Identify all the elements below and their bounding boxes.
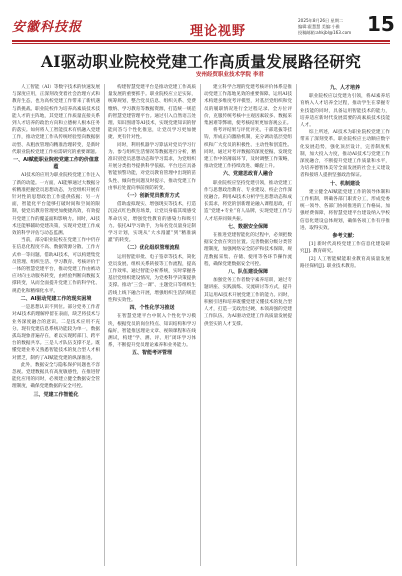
paragraph: 建立健全AI赋能党建工作的领导体制和工作机制，明确各部门职责分工，形成党委统一领导、各部门协同推进的工作格局。加强经费保障，将智慧党建平台建设纳入学校信息化建设总体规划，确保各项工作有序推进、取得实效。 (300, 189, 390, 231)
masthead: 安徽科技报 (12, 20, 83, 35)
paragraph: 此外，数据安全与隐私保护问题也不容忽视。党建数据具有高度敏感性，在推进智能化应用的同时，必须建立健全数据安全管理制度，确保党建数据的安全可控。 (12, 362, 100, 390)
article-column-3 (204, 84, 292, 568)
paragraph: 建立科学合理的党建考核评价体系是推动党建工作落地见效的重要保障。运用AI技术构建多维度考评模型，对基层党组织和党员的履职情况进行全过程记录、全方位评价，克服传统考核中主观因素较多、数据采集困难等弊端，使考核结果更加客观公正。 (204, 85, 292, 127)
section-heading: 参考文献： (332, 233, 358, 240)
paragraph: 在智慧党建平台中嵌入个性化学习模块，根据党员的岗位特点、知识结构和学习偏好，智能推送理论文章、视频课程和在线测试，构建“学、测、评、用”闭环学习体系，不断提升党员理论素养和业务能力。 (108, 314, 196, 349)
article-headline: AI驱动职业院校党建工作高质量发展路径研究 (40, 52, 362, 71)
article-column-1 (12, 84, 100, 568)
article-byline: 安州经贸职业技术学院 李君 (196, 72, 264, 78)
paragraph: 当前，部分职业院校在党建工作中仍存在信息化程度不高、数据资源分散、工作方式单一等问题。借助AI技术，可以构建集党员管理、组织生活、学习教育、考核评价于一体的智慧党建平台，推动党建工作由被动应对向主动服务转变，由经验判断向数据支撑转变，从而全面提升党建工作的科学化、规范化和精细化水平。 (12, 238, 100, 294)
column-divider (296, 84, 297, 566)
paragraph: 人工智能（AI）等数字技术的快速发展与深度应用，正深刻改变着社会治理方式和教育生态，也为高校党建工作带来了新机遇与新挑战。职业院校作为培养高素质技术技能人才的主阵地，其党建工作质量直接关系到人才培养的政治方向和立德树人根本任务的落实。如何将人工智能技术有机融入党建工作，推动党建工作从传统经验型向数据驱动型、从粗放管理向精准治理转变，是新时代职业院校党建工作亟需研究的重要课题。 (12, 85, 100, 155)
paragraph: 一是思想认识不到位。部分党务工作者对AI技术的理解停留在表面，缺乏将技术与业务深度融合的意识。二是技术应用不充分。现有党建信息系统功能较为单一，数据孤岛现象普遍存在，难以实现跨部门、跨平台的数据共享。三是人才队伍支撑不足。既懂党建业务又熟悉智能技术的复合型人才相对匮乏，制约了AI赋能党建的纵深推进。 (12, 305, 100, 361)
issue-meta (298, 18, 360, 36)
paragraph: 职业院校应以党建为引领，将AI素养培育纳入人才培养全过程，推动学生在掌握专业技能的同时，具备运用智能技术的能力，培养适应新时代发展需要的高素质技术技能人才。 (300, 94, 390, 129)
issue-date: 2025年8月26日 星期二 (298, 18, 344, 23)
section-heading: 四、个性化学习推送 (129, 305, 175, 312)
paragraph: AI技术的应用为职业院校党建工作注入了新的动能。一方面，AI能够通过大数据分析精准把握党员思想动态，为党组织开展有针对性的思想政治工作提供依据；另一方面，智能化平台能够打破时间和空间的限制，使党员教育管理更加便捷高效，有效提升党建工作的覆盖面和影响力。同时，AI技术还能够辅助党建决策，实现对党建工作成效的科学评估与动态监测。 (12, 173, 100, 237)
section-heading: 六、党建思政育人融合 (222, 171, 273, 178)
section-heading: 五、智能考评管理 (131, 350, 172, 357)
section-heading: 七、数据安全保障 (227, 223, 268, 230)
section-heading: 一、AI赋能职业院校党建工作的价值意蕴 (13, 157, 99, 171)
paragraph: 构建智慧党建平台是推动党建工作高质量发展的重要抓手。职业院校应立足实际，统筹规划，整合党员信息、组织关系、党费缴纳、学习教育等数据资源，打造统一规范的智慧党建管理平台。通过引入自然语言处理、知识图谱等AI技术，实现党建知识的智能问答与个性化推送，让党员学习更加便捷、更有针对性。 (108, 85, 196, 141)
paragraph: 同时，利用机器学习算法对党员学习行为、参与组织生活情况等数据进行分析，精准识别党员思想动态和学习需求，为党组织开展分类指导提供科学依据。平台还应具备智能预警功能，对党员教育管理中出现的苗头性、倾向性问题及时提示，推动党建工作由事后处置向事前预防转变。 (108, 142, 196, 191)
paragraph: 综上所述，AI技术为职业院校党建工作带来了深刻变革。职业院校应主动顺应数字化发展趋势，强化顶层设计，完善制度机制，加大投入力度，推动AI技术与党建工作深度融合，不断提升党建工作质量和水平，为培养德智体美劳全面发展的社会主义建设者和接班人提供坚强政治保证。 (300, 130, 390, 179)
paragraph: 将考评结果与评优评先、干部选拔等挂钩，形成正向激励机制，充分调动基层党组织和广大党员的积极性、主动性和创造性。同时，通过对考评数据的深度挖掘，发现党建工作中的薄弱环节，及时调整工作策略，推动党建工作持续改进、螺旋上升。 (204, 128, 292, 170)
section-heading: （一）创新党员教育方式 (124, 193, 180, 200)
issue-editors: 编辑:霍慧慧 美编:小雅 (298, 24, 340, 29)
column-divider (200, 84, 201, 566)
paragraph: [2] 人工智能赋能职业教育高质量发展路径探析[J]. 职业技术教育。 (300, 256, 390, 269)
article-column-2 (108, 84, 196, 568)
paragraph: [1] 新时代高校党建工作信息化建设研究[J]. 教育研究。 (300, 242, 390, 255)
section-title: 理论视野 (190, 24, 247, 39)
section-heading: 八、队伍建设保障 (227, 269, 268, 276)
page-header (12, 8, 395, 40)
paragraph: 运用智能审批、电子签章等技术，简化党员发展、组织关系转接等工作流程，提高工作效率。通过智能分析系统，实时掌握各基层党组织建设情况，为党委科学决策提供支撑。推动“三会一课”、主题党日等组织生活线上线下融合开展，增强组织生活的规范性和实效性。 (108, 254, 196, 303)
section-heading: 十、机制建设 (329, 180, 360, 187)
issue-email: 投稿邮箱:ahkjbl@163.com (298, 30, 352, 35)
column-divider (104, 84, 105, 566)
section-heading: （二）优化组织管理流程 (124, 245, 180, 252)
page-number: 15 (367, 12, 395, 36)
article-column-4 (300, 84, 390, 568)
section-heading: 二、AI驱动党建工作的现实困境 (20, 295, 92, 302)
paragraph: 加强党务工作者数字素养培训，通过专题讲座、实践演练、交流研讨等方式，提升其运用AI技术开展党建工作的能力。同时，积极引进和培养既懂党建又懂技术的复合型人才，打造一支政治过硬、本领高强的党建工作队伍，为AI驱动党建工作高质量发展提供坚实的人才支撑。 (204, 278, 292, 327)
paragraph: 职业院校应坚持党建引领，推动党建工作与思想政治教育、专业建设、校企合作深度融合。利用AI技术分析学生思想动态和成长需求，将党的创新理论融入课程思政，打造“党建+专业”育人品牌，实现党建工作与人才培养同频共振。 (204, 180, 292, 222)
header-rule-thin (12, 43, 390, 44)
header-rule (12, 40, 390, 42)
section-heading: 三、党建工作智能化 (33, 391, 79, 398)
section-heading: 九、人才培养 (329, 85, 360, 91)
paragraph: 在推进党建智能化的过程中，必须把数据安全放在突出位置。完善数据分级分类管理制度，加强网络安全防护和技术保障，规范数据采集、存储、使用等各环节操作流程，确保党建数据安全可控。 (204, 233, 292, 267)
paragraph: 借助虚拟现实、增强现实等技术，打造沉浸式红色教育场景，让党员身临其境感受革命历史，增强党性教育的感染力和吸引力。依托AI学习助手，为每名党员量身定制学习计划，实现从“大水漫灌”到“精准滴灌”的转变。 (108, 202, 196, 244)
